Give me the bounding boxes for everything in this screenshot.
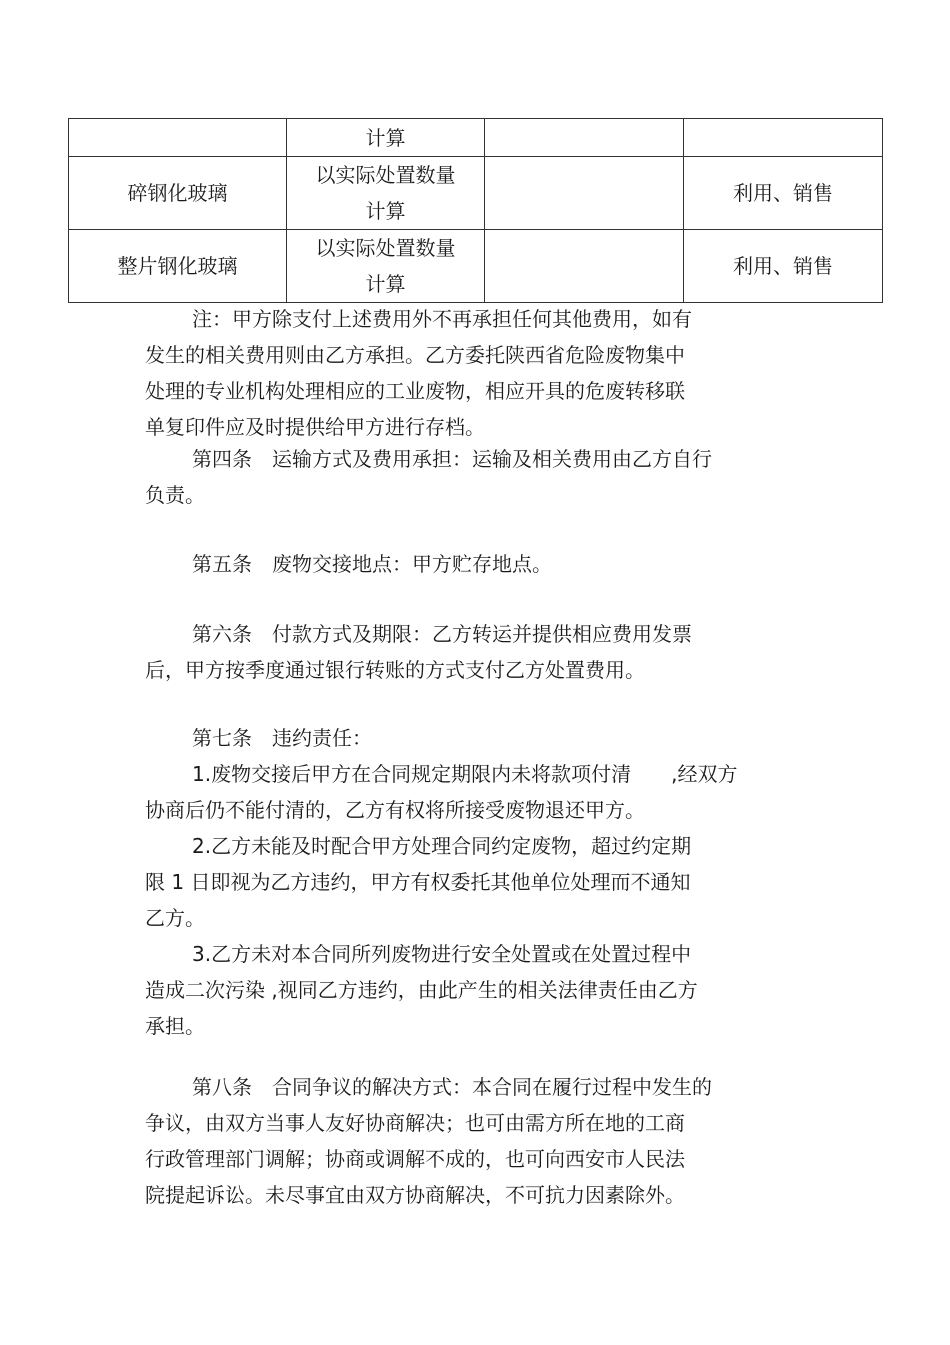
waste-table — [68, 118, 883, 303]
usage-cell — [684, 119, 883, 157]
article-5: 第五条 废物交接地点：甲方贮存地点。 — [192, 552, 552, 576]
table-row — [69, 119, 883, 157]
price-cell — [485, 119, 684, 157]
price-cell — [485, 157, 684, 230]
article-4: 第四条 运输方式及费用承担：运输及相关费用由乙方自行 负责。 — [145, 447, 712, 507]
article-7-title: 第七条 违约责任： — [192, 726, 372, 750]
note-paragraph: 注：甲方除支付上述费用外不再承担任何其他费用，如有 发生的相关费用则由乙方承担。乙方委托陕西省危险废物集中 处理的专业机构处理相应的工业废物，相应开具的危废转移联 单复印件应及时提供给甲方进行存档。 — [145, 307, 692, 439]
waste-name-cell — [69, 119, 287, 157]
article-8: 第八条 合同争议的解决方式：本合同在履行过程中发生的 争议，由双方当事人友好协商解决；也可由需方所在地的工商 行政管理部门调解；协商或调解不成的，也可向西安市人民法 院提起诉讼。未尽事宜由双方协商解决，不可抗力因素除外。 — [145, 1075, 712, 1207]
price-cell — [485, 230, 684, 303]
calc-method-cell: 计算 — [287, 119, 485, 157]
table-row — [69, 230, 883, 303]
usage-cell: 利用、销售 — [684, 230, 883, 303]
calc-method-cell: 以实际处置数量 计算 — [287, 157, 485, 230]
article-6: 第六条 付款方式及期限：乙方转运并提供相应费用发票 后，甲方按季度通过银行转账的方式支付乙方处置费用。 — [145, 622, 692, 682]
usage-cell: 利用、销售 — [684, 157, 883, 230]
waste-name-cell: 碎钢化玻璃 — [69, 157, 287, 230]
waste-name-cell: 整片钢化玻璃 — [69, 230, 287, 303]
table-row — [69, 157, 883, 230]
article-7: 第七条 违约责任： 1.废物交接后甲方在合同规定期限内未将款项付清 ,经双方 协商后仍不能付清的，乙方有权将所接受废物退还甲方。 2.乙方未能及时配合甲方处理合同约定废物，超过约定期 限 1 日即视为乙方违约，甲方有权委托其他单位处理而不通知 乙方。 3.乙方未对本合同所列废物进行安全处置或在处置过程中 造成二次污染 ,视同乙方违约，由此产生的相关法律责任由乙方 承担。 — [145, 720, 785, 1044]
calc-method-cell: 以实际处置数量 计算 — [287, 230, 485, 303]
